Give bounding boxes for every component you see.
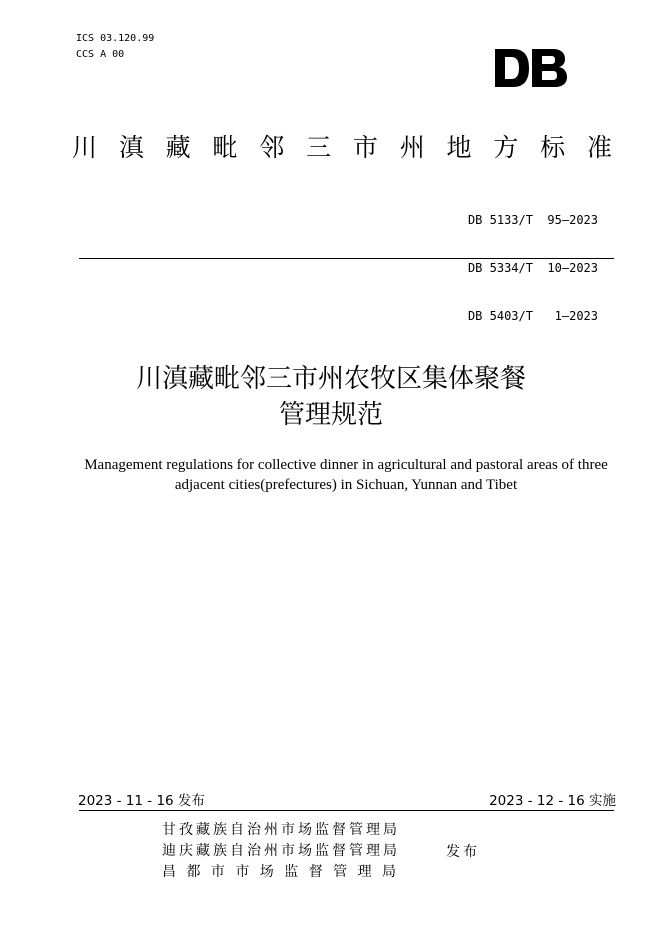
doc-type-char: 三	[306, 133, 332, 162]
top-divider	[79, 258, 614, 259]
classification-codes	[76, 31, 154, 63]
issuer: 迪庆藏族自治州市场监督管理局	[162, 843, 400, 859]
issuer: 昌 都 市 市 场 监 督 管 理 局	[162, 864, 400, 880]
standard-number: DB 5403/T 1—2023	[467, 309, 598, 323]
db-logo	[495, 49, 567, 87]
doc-type-char: 邻	[259, 133, 285, 162]
ics-code: ICS 03.120.99	[76, 33, 155, 44]
standard-number: DB 5133/T 95—2023	[467, 213, 598, 227]
doc-type-char: 地	[446, 133, 472, 162]
standard-number: DB 5334/T 10—2023	[467, 261, 598, 275]
title-cn-line1: 川滇藏毗邻三市州农牧区集体聚餐	[135, 364, 526, 394]
title-cn-line2: 管理规范	[278, 400, 383, 430]
title-en: Management regulations for collective dinner in agricultural and pastoral areas of three adjacent cities(prefectures) in Sichuan, Yunnan and Tibet	[84, 457, 608, 493]
issuing-authorities	[162, 820, 400, 883]
doc-type-char: 滇	[118, 133, 144, 162]
standard-numbers	[468, 180, 598, 340]
release-date: 2023 - 11 - 16 发布	[78, 793, 205, 809]
doc-type-char: 毗	[212, 133, 238, 162]
implement-date: 2023 - 12 - 16 实施	[489, 793, 616, 809]
document-type-heading	[72, 128, 612, 164]
doc-type-char: 市	[352, 133, 378, 162]
doc-type-char: 川	[72, 133, 98, 162]
bottom-divider	[79, 810, 614, 811]
ccs-code: CCS A 00	[76, 49, 125, 60]
doc-type-char: 方	[493, 133, 519, 162]
issuer: 甘孜藏族自治州市场监督管理局	[162, 822, 400, 838]
doc-type-char: 标	[540, 133, 566, 162]
doc-type-char: 藏	[165, 133, 191, 162]
doc-type-char: 准	[586, 133, 612, 162]
doc-type-char: 州	[399, 133, 425, 162]
issue-label: 发布	[446, 844, 480, 860]
